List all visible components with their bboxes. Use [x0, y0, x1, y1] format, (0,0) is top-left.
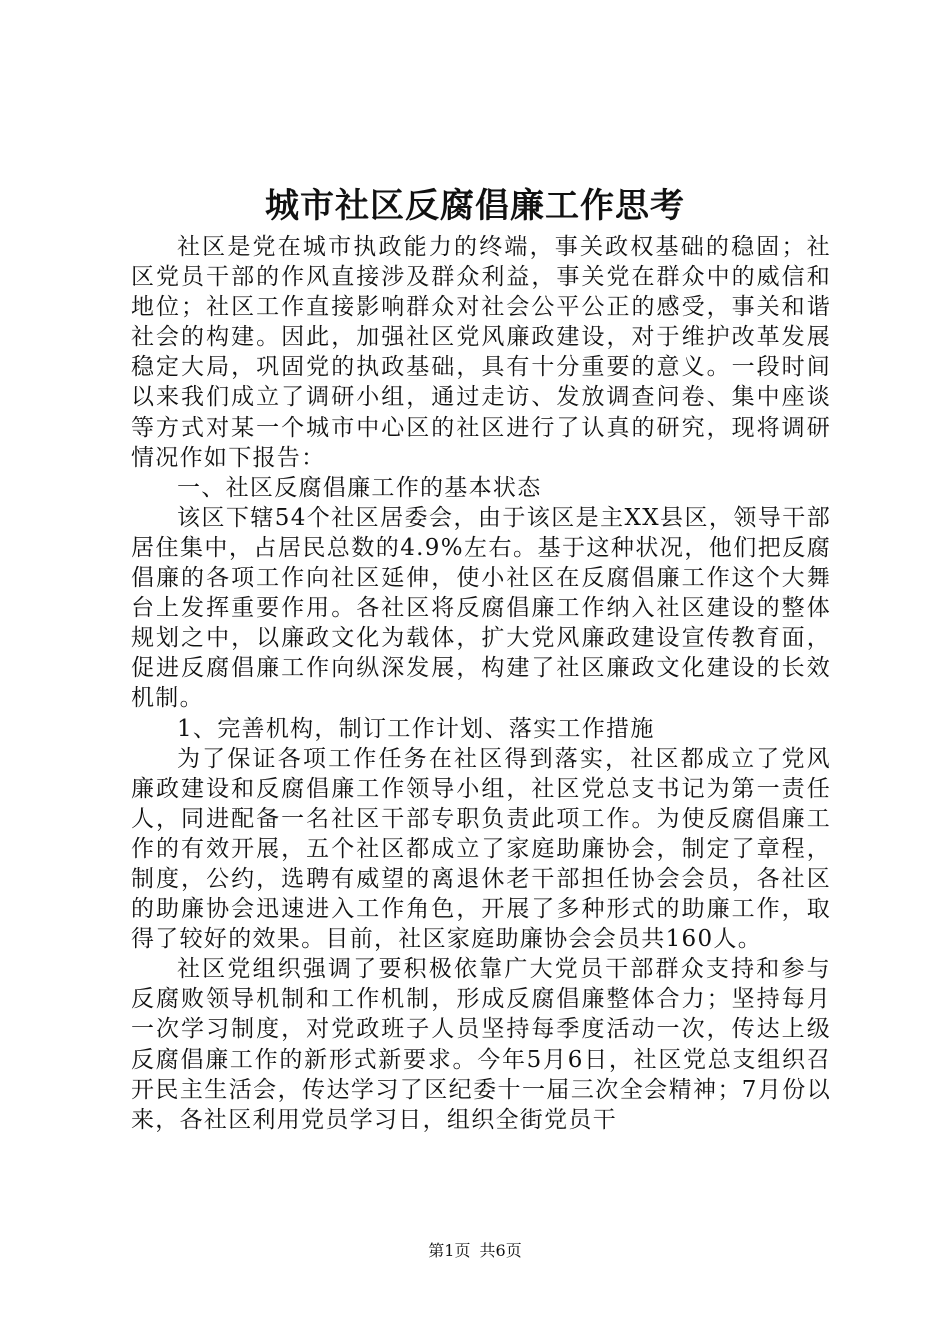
section-heading-1: 一、社区反腐倡廉工作的基本状态	[177, 474, 542, 501]
document-title: 城市社区反腐倡廉工作思考	[265, 186, 685, 226]
paragraph-overview: 该区下辖54个社区居委会，由于该区是主XX县区，领导干部居住集中，占居民总数的4.9%左右。基于这种状况，他们把反腐倡廉的各项工作向社区延伸，使小社区在反腐倡廉工作这个大舞台上发挥重要作用。各社区将反腐倡廉工作纳入社区建设的整体规划之中，以廉政文化为载体，扩大党风廉政建设宣传教育面，促进反腐倡廉工作向纵深发展，构建了社区廉政文化建设的长效机制。	[131, 504, 831, 712]
subsection-heading-1: 1、完善机构，制订工作计划、落实工作措施	[177, 715, 655, 742]
paragraph-intro: 社区是党在城市执政能力的终端，事关政权基础的稳固；社区党员干部的作风直接涉及群众利益，事关党在群众中的威信和地位；社区工作直接影响群众对社会公平公正的感受，事关和谐社会的构建。因此，加强社区党风廉政建设，对于维护改革发展稳定大局，巩固党的执政基础，具有十分重要的意义。一段时间以来我们成立了调研小组，通过走访、发放调查问卷、集中座谈等方式对某一个城市中心区的社区进行了认真的研究，现将调研情况作如下报告：	[131, 234, 831, 471]
paragraph-organization: 为了保证各项工作任务在社区得到落实，社区都成立了党风廉政建设和反腐倡廉工作领导小组，社区党总支书记为第一责任人，同进配备一名社区干部专职负责此项工作。为使反腐倡廉工作的有效开展，五个社区都成立了家庭助廉协会，制定了章程，制度，公约，选聘有威望的离退休老干部担任协会会员，各社区的助廉协会迅速进入工作角色，开展了多种形式的助廉工作，取得了较好的效果。目前，社区家庭助廉协会会员共160人。	[131, 745, 831, 953]
paragraph-party-organization: 社区党组织强调了要积极依靠广大党员干部群众支持和参与反腐败领导机制和工作机制，形成反腐倡廉整体合力；坚持每月一次学习制度，对党政班子人员坚持每季度活动一次，传达上级反腐倡廉工作的新形式新要求。今年5月6日，社区党总支组织召开民主生活会，传达学习了区纪委十一届三次全会精神；7月份以来，各社区利用党员学习日，组织全街党员干	[131, 956, 831, 1133]
page-footer: 第1页 共6页	[428, 1241, 522, 1260]
document-body	[131, 232, 831, 1135]
